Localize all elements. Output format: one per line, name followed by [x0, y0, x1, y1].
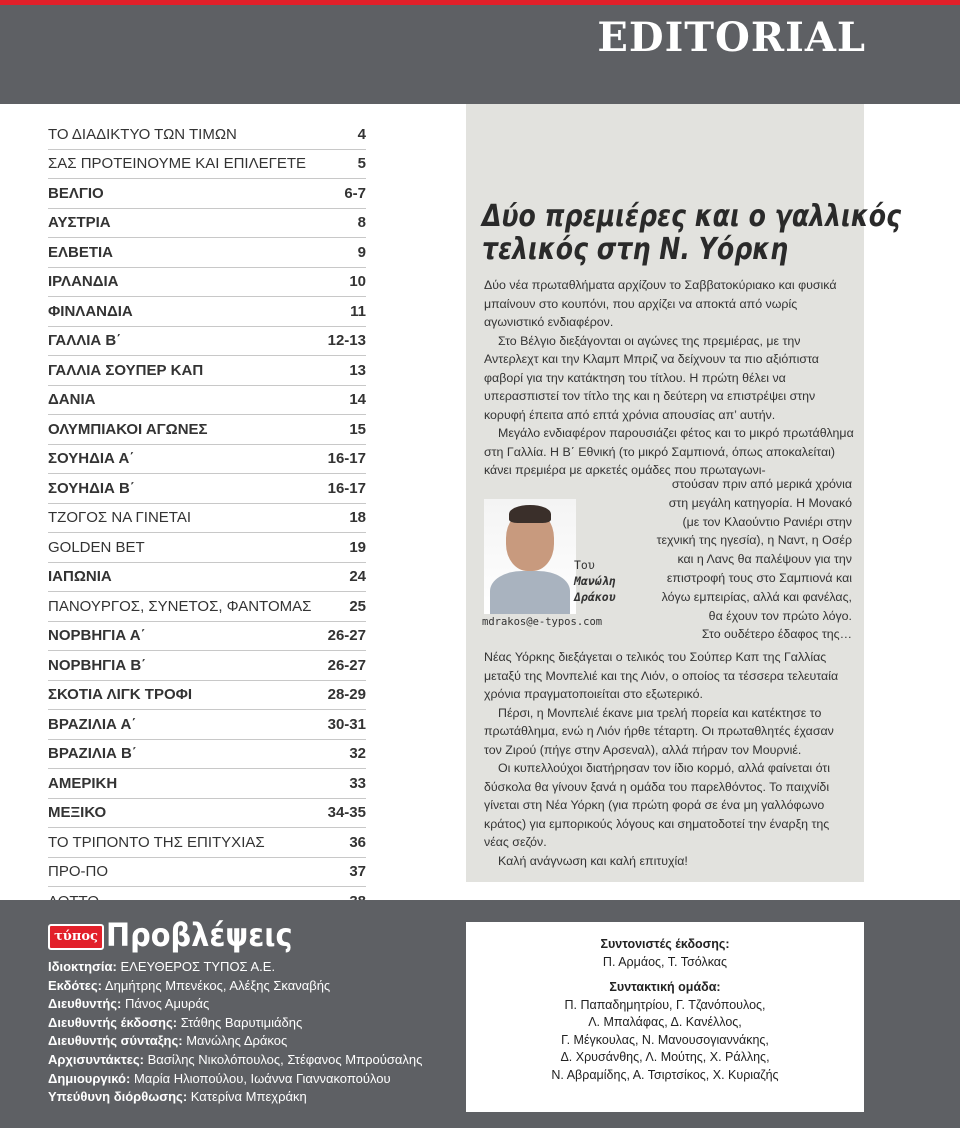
paragraph: Οι κυπελλούχοι διατήρησαν τον ίδιο κορμό, αλλά φαίνεται ότι δύσκολα θα γίνουν ξανά η ομάδα του παρελθόντος. Το παιχνίδι γίνεται στη Νέα Υόρκη (για πρώτη φορά σε ένα μη γαλλόφωνο κράτος) για εμπορικούς λόγους και σηματοδοτεί την έναρξη της νέας σεζόν. [484, 761, 830, 849]
credit-row [48, 1088, 468, 1107]
credit-role: Δημιουργικό: [48, 1070, 131, 1086]
credit-names: ΕΛΕΥΘΕΡΟΣ ΤΥΠΟΣ Α.Ε. [120, 959, 276, 974]
toc-row [48, 563, 366, 593]
credit-names: Βασίλης Νικολόπουλος, Στέφανος Μπρούσαλης [147, 1051, 423, 1067]
header-bar [0, 0, 960, 104]
credit-row [48, 1032, 468, 1051]
toc-label: ΠΑΝΟΥΡΓΟΣ, ΣΥΝΕΤΟΣ, ΦΑΝΤΟΜΑΣ [48, 597, 312, 615]
toc-row [48, 356, 366, 386]
toc-label: ΤΟ ΤΡΙΠΟΝΤΟ ΤΗΣ ΕΠΙΤΥΧΙΑΣ [48, 833, 265, 851]
toc-label: ΑΥΣΤΡΙΑ [48, 214, 111, 232]
toc-label: ΣΑΣ ΠΡΟΤΕΙΝΟΥΜΕ ΚΑΙ ΕΠΙΛΕΓΕΤΕ [48, 155, 307, 173]
toc-page: 5 [357, 155, 366, 173]
section-title: EDITORIAL [597, 14, 866, 61]
toc-row [48, 828, 366, 858]
toc-label: ΣΚΟΤΙΑ ΛΙΓΚ ΤΡΟΦΙ [48, 686, 193, 704]
credit-row [48, 958, 468, 977]
toc-label: ΜΕΞΙΚΟ [48, 804, 107, 822]
article-body-wrap: στούσαν πριν από μερικά χρόνια στη μεγάλη κατηγορία. Η Μονακό (με τον Κλαούντιο Ρανιέρι στην τεχνική της ηγεσία), η Ναντ, η Οσέρ και η Λανς θα παλέψουν για την επιστροφή τους στο Σαμπιονά και λόγω εμπειρίας, αλλά και φανέλας, θα έχουν τον πρώτο λόγο. Στο ουδέτερο έδαφος της… [656, 477, 852, 642]
toc-label: ΟΛΥΜΠΙΑΚΟΙ ΑΓΩΝΕΣ [48, 420, 208, 438]
credit-names: Δημήτρης Μπενέκος, Αλέξης Σκαναβής [104, 977, 331, 993]
team-heading: Συντακτική ομάδα: [609, 980, 721, 994]
toc-row [48, 238, 366, 268]
toc-row [48, 651, 366, 681]
toc-label: ΒΡΑΖΙΛΙΑ Α΄ [48, 715, 137, 733]
top-accent-line [0, 0, 960, 5]
team-line: Ν. Αβραμίδης, Α. Τσιρτσίκος, Χ. Κυριαζής [551, 1067, 779, 1082]
toc-page: 8 [357, 214, 366, 232]
toc-label: ΤΖΟΓΟΣ ΝΑ ΓΙΝΕΤΑΙ [48, 509, 192, 527]
toc-page: 26-27 [327, 656, 366, 674]
toc-page: 11 [350, 302, 366, 320]
toc-page: 13 [349, 361, 366, 379]
toc-page: 36 [349, 833, 366, 851]
toc-row [48, 445, 366, 475]
toc-row [48, 799, 366, 829]
paragraph: Μεγάλο ενδιαφέρον παρουσιάζει φέτος και το μικρό πρωτάθλημα στη Γαλλία. Η Β΄ Εθνική (το μικρό Σαμπιονά, όπως αποκαλείται) κάνει πρεμιέρα με αρκετές ομάδες που πρωταγωνι- [484, 426, 854, 477]
credit-role: Διευθυντής: [48, 996, 122, 1012]
toc-row [48, 710, 366, 740]
toc-page: 14 [349, 391, 366, 409]
toc-row [48, 681, 366, 711]
toc-page: 28-29 [327, 686, 366, 704]
coordinators-names: Π. Αρμάος, Τ. Τσόλκας [602, 954, 728, 969]
credit-names: Κατερίνα Μπεχράκη [190, 1089, 307, 1105]
credit-names: Πάνος Αμυράς [124, 996, 210, 1012]
team-line: Π. Παπαδημητρίου, Γ. Τζανόπουλος, [564, 997, 766, 1012]
credit-role: Αρχισυντάκτες: [48, 1051, 144, 1067]
credit-row [48, 977, 468, 996]
toc-label: ΒΡΑΖΙΛΙΑ Β΄ [48, 745, 137, 763]
staff-box [466, 922, 864, 1112]
paragraph: Νέας Υόρκης διεξάγεται ο τελικός του Σούπερ Καπ της Γαλλίας μεταξύ της Μονπελιέ και της Λιόν, ο οποίος τα τέσσερα τελευταία χρόνια πραγματοποιείται στο εξωτερικό. [484, 650, 839, 701]
toc-label: ΣΟΥΗΔΙΑ Β΄ [48, 479, 135, 497]
toc-row [48, 150, 366, 180]
toc-row [48, 386, 366, 416]
toc-row [48, 297, 366, 327]
toc-page: 24 [349, 568, 366, 586]
toc-page: 37 [349, 863, 366, 881]
toc-page: 33 [349, 774, 366, 792]
toc-page: 30-31 [327, 715, 366, 733]
article-body-bottom [484, 648, 854, 870]
credit-names: Μαρία Ηλιοπούλου, Ιωάννα Γιαννακοπούλου [133, 1070, 391, 1086]
toc-label: ΓΑΛΛΙΑ Β΄ [48, 332, 122, 350]
toc-page: 4 [357, 125, 366, 143]
table-of-contents [48, 120, 366, 917]
toc-label: ΝΟΡΒΗΓΙΑ Α΄ [48, 627, 146, 645]
publication-title: Προβλέψεις [106, 916, 293, 954]
toc-row [48, 769, 366, 799]
credit-names: Μανώλης Δράκος [186, 1033, 288, 1049]
toc-page: 19 [349, 538, 366, 556]
toc-row [48, 504, 366, 534]
toc-row [48, 858, 366, 888]
toc-row [48, 120, 366, 150]
coordinators-heading: Συντονιστές έκδοσης: [600, 937, 730, 951]
credits-list [48, 958, 468, 1107]
editorial-article [466, 104, 902, 882]
toc-label: ΓΑΛΛΙΑ ΣΟΥΠΕΡ ΚΑΠ [48, 361, 204, 379]
toc-page: 25 [349, 597, 366, 615]
toc-row [48, 179, 366, 209]
toc-page: 10 [349, 273, 366, 291]
headline-line-1: Δύο πρεμιέρες και ο γαλλικός [482, 199, 902, 234]
toc-page: 6-7 [344, 184, 366, 202]
author-byline: Του Μανώλη Δράκου [574, 558, 616, 604]
masthead-footer [0, 900, 960, 1128]
toc-label: ΤΟ ΔΙΑΔΙΚΤΥΟ ΤΩΝ ΤΙΜΩΝ [48, 125, 237, 143]
paragraph: Στο Βέλγιο διεξάγονται οι αγώνες της πρεμιέρας, με την Αντερλεχτ και την Κλαμπ Μπριζ να δείχνουν τα πιο αξιόπιστα φαβορί για την κατάκτηση του τίτλου. Η πρώτη θέλει να υπερασπιστεί τον τίτλο της και η δεύτερη να επιστρέψει στην κορυφή έπειτα από επτά χρόνια απουσίας απ’ αυτήν. [484, 333, 819, 422]
toc-label: ΒΕΛΓΙΟ [48, 184, 104, 202]
team-line: Γ. Μέγκουλας, Ν. Μανουσογιαννάκης, [561, 1032, 769, 1047]
credit-role: Ιδιοκτησία: [48, 959, 117, 974]
toc-row [48, 592, 366, 622]
toc-page: 18 [349, 509, 366, 527]
headline-line-2: τελικός στη Ν. Υόρκη [482, 232, 789, 267]
credit-row [48, 1014, 468, 1033]
toc-label: ΠΡΟ-ΠΟ [48, 863, 108, 881]
toc-label: ΝΟΡΒΗΓΙΑ Β΄ [48, 656, 147, 674]
credit-role: Εκδότες: [48, 977, 103, 993]
toc-label: ΕΛΒΕΤΙΑ [48, 243, 114, 261]
toc-page: 9 [357, 243, 366, 261]
toc-label: ΦΙΝΛΑΝΔΙΑ [48, 302, 133, 320]
paragraph: Δύο νέα πρωταθλήματα αρχίζουν το Σαββατοκύριακο και φυσικά μπαίνουν στο κουπόνι, που αρχίζει να αποκτά από νωρίς αγωνιστικό ενδιαφέρον. [484, 278, 837, 329]
author-email[interactable]: mdrakos@e-typos.com [482, 616, 603, 628]
credit-role: Διευθυντής σύνταξης: [48, 1033, 183, 1049]
toc-row [48, 474, 366, 504]
author-photo [484, 499, 576, 614]
toc-page: 12-13 [327, 332, 366, 350]
article-headline [482, 199, 902, 267]
toc-page: 32 [349, 745, 366, 763]
toc-row [48, 268, 366, 298]
credit-row [48, 995, 468, 1014]
toc-page: 16-17 [327, 450, 366, 468]
toc-row [48, 415, 366, 445]
team-line: Λ. Μπαλάφας, Δ. Κανέλλος, [588, 1015, 742, 1029]
toc-label: ΙΑΠΩΝΙΑ [48, 568, 112, 586]
toc-row [48, 622, 366, 652]
credit-row [48, 1051, 468, 1070]
toc-row [48, 533, 366, 563]
credit-role: Διευθυντής έκδοσης: [48, 1014, 178, 1030]
toc-label: GOLDEN BET [48, 538, 145, 556]
credit-role: Υπεύθυνη διόρθωσης: [48, 1089, 188, 1105]
toc-label: ΔΑΝΙΑ [48, 391, 96, 409]
toc-label: ΙΡΛΑΝΔΙΑ [48, 273, 119, 291]
toc-page: 26-27 [327, 627, 366, 645]
credit-row [48, 1070, 468, 1089]
toc-label: ΑΜΕΡΙΚΗ [48, 774, 118, 792]
credit-names: Στάθης Βαρυτιμιάδης [180, 1014, 303, 1030]
toc-label: ΣΟΥΗΔΙΑ Α΄ [48, 450, 135, 468]
team-list [466, 997, 864, 1085]
team-line: Δ. Χρυσάνθης, Λ. Μούτης, Χ. Ράλλης, [560, 1050, 770, 1064]
toc-row [48, 740, 366, 770]
toc-page: 15 [349, 420, 366, 438]
toc-row [48, 209, 366, 239]
paragraph: Καλή ανάγνωση και καλή επιτυχία! [498, 853, 688, 868]
toc-page: 34-35 [327, 804, 366, 822]
toc-row [48, 327, 366, 357]
typos-logo: τύπος [48, 924, 104, 950]
paragraph: Πέρσι, η Μονπελιέ έκανε μια τρελή πορεία και κατέκτησε το πρωτάθλημα, ενώ η Λιόν ήρθε τέταρτη. Οι πρωταθλητές έχασαν τον Ζιρού (πήγε στην Αρσεναλ), αλλά πήραν τον Μουρνιέ. [484, 705, 834, 757]
article-body-top [484, 276, 854, 480]
toc-page: 16-17 [327, 479, 366, 497]
